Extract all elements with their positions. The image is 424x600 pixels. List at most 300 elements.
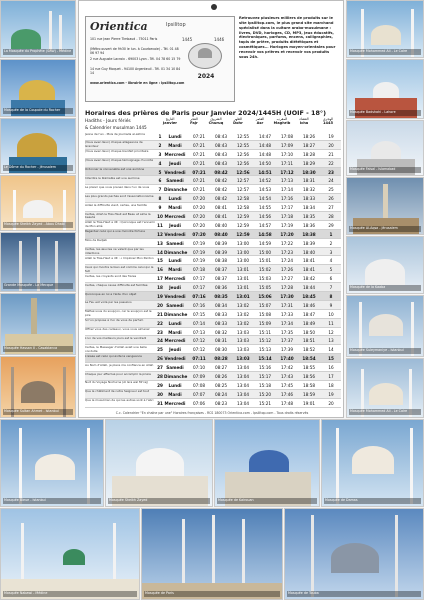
time-maghrib: 17:31 — [280, 302, 294, 308]
time-dohr: 12:59 — [236, 214, 250, 220]
table-row — [85, 292, 341, 301]
day-number: 13 — [157, 240, 163, 246]
day-name: Jeudi — [169, 160, 181, 166]
time-dohr: 13:01 — [236, 285, 250, 291]
time-fajr: 07:18 — [192, 267, 206, 273]
address-line: 101 rue Jean Pierre Timbaud - 75011 Paris — [90, 37, 158, 41]
time-dohr: 13:00 — [236, 240, 250, 246]
calendar-year: 2024 — [197, 73, 215, 80]
time-asr: 15:00 — [258, 249, 272, 255]
time-maghrib: 17:24 — [280, 258, 294, 264]
column-header — [315, 117, 341, 125]
hijri-day: 26 — [328, 196, 334, 202]
time-maghrib: 17:28 — [280, 285, 294, 291]
time-shuruq: 08:26 — [214, 374, 228, 380]
time-fajr: 07:19 — [192, 258, 206, 264]
prayer-table — [85, 132, 341, 408]
website-line: www.orientica.com - librairie en ligne : Ipsilitop.com — [90, 81, 185, 85]
column-header — [227, 117, 249, 125]
photo-mosque-ali — [346, 358, 424, 418]
day-number: 20 — [157, 302, 163, 308]
time-dohr: 13:02 — [236, 311, 250, 317]
day-number: 11 — [157, 222, 163, 228]
time-dohr: 13:03 — [236, 356, 250, 362]
hijri-day: 19 — [328, 391, 334, 397]
hadith-text: Offrez vous des cadeaux, vous vous aimerez — [85, 328, 150, 332]
time-icha: 18:51 — [302, 338, 316, 344]
time-dohr: 13:00 — [236, 258, 250, 264]
table-row — [85, 381, 341, 390]
table-row — [85, 328, 341, 337]
photo-caption: Mosquée Hassan II - Casablanca — [3, 346, 73, 352]
day-name: Jeudi — [169, 222, 181, 228]
time-shuruq: 08:30 — [214, 347, 228, 353]
time-shuruq: 08:34 — [214, 302, 228, 308]
time-icha: 18:56 — [302, 374, 316, 380]
column-header-label: Fajr — [190, 121, 198, 126]
day-name: Jeudi — [169, 285, 181, 291]
time-icha: 18:40 — [302, 249, 316, 255]
time-asr: 14:48 — [258, 142, 272, 148]
hijri-day: 4 — [329, 258, 333, 264]
day-number: 5 — [158, 169, 162, 175]
time-maghrib: 17:20 — [280, 231, 294, 237]
hijri-day: 8 — [329, 294, 333, 300]
table-row — [85, 185, 341, 194]
column-header-arabic: العشاء — [299, 117, 309, 121]
hijri-day: 3 — [329, 249, 333, 255]
day-number: 12 — [157, 231, 163, 237]
day-number: 7 — [158, 187, 162, 193]
time-shuruq: 08:39 — [214, 249, 228, 255]
hijri-day: 2 — [329, 240, 333, 246]
time-shuruq: 08:41 — [214, 205, 228, 211]
time-dohr: 13:03 — [236, 338, 250, 344]
table-row — [85, 203, 341, 212]
column-header — [293, 117, 315, 125]
hadith-text: Jeûne de l'an - Mois de Joumada al-akhira — [85, 132, 145, 136]
time-maghrib: 17:40 — [280, 356, 294, 362]
time-fajr: 07:12 — [192, 338, 206, 344]
time-dohr: 12:56 — [236, 160, 250, 166]
hijri-day: 20 — [328, 142, 334, 148]
time-icha: 18:28 — [302, 151, 316, 157]
time-fajr: 07:21 — [192, 178, 206, 184]
time-dohr: 13:03 — [236, 329, 250, 335]
hadith-text: Mois de Radjab — [85, 239, 107, 243]
time-dohr: 13:04 — [236, 374, 250, 380]
time-shuruq: 08:23 — [214, 400, 228, 406]
column-header-arabic: الشروق — [210, 117, 222, 121]
hadith-text: Nuit du Voyage Nocturne (Al Isra wal Mi'raj) — [85, 381, 149, 385]
column-header — [183, 117, 205, 125]
column-header-arabic: الهجري — [322, 117, 334, 121]
time-maghrib: 17:45 — [280, 382, 294, 388]
table-header — [157, 117, 341, 131]
time-fajr: 07:15 — [192, 311, 206, 317]
photo-caption: Mosquée de la Coupole du Rocher — [3, 108, 73, 114]
time-icha: 18:54 — [302, 356, 316, 362]
time-fajr: 07:20 — [192, 231, 206, 237]
day-number: 3 — [158, 151, 162, 157]
photo-mosque-badshahi — [346, 59, 424, 119]
time-maghrib: 17:14 — [280, 187, 294, 193]
time-maghrib: 17:35 — [280, 329, 294, 335]
time-dohr: 13:01 — [236, 276, 250, 282]
photo-mosque-touba — [284, 508, 424, 600]
time-icha: 18:29 — [302, 160, 316, 166]
table-row — [85, 256, 341, 265]
hadith-text: Regardez celui qui a une moindre fortune — [85, 230, 146, 234]
table-row — [85, 345, 341, 354]
hadith-text: Interdire le blâmable est une aumône — [85, 176, 140, 180]
hijri-day: 15 — [328, 356, 334, 362]
photo-caption: Mosquée Sheikh Zayed — [108, 498, 210, 504]
time-shuruq: 08:43 — [214, 142, 228, 148]
time-asr: 15:07 — [258, 302, 272, 308]
time-dohr: 13:03 — [236, 347, 250, 353]
subtitle-calendar: & Calendrier musulman 1445 — [85, 125, 147, 130]
column-header-label: Dohr — [233, 121, 243, 126]
time-icha: 18:52 — [302, 347, 316, 353]
time-asr: 15:17 — [258, 374, 272, 380]
table-row — [85, 221, 341, 230]
hijri-day: 29 — [328, 222, 334, 228]
day-name: Mercredi — [164, 400, 186, 406]
day-name: Mardi — [168, 267, 182, 273]
time-asr: 15:01 — [258, 258, 272, 264]
time-asr: 14:50 — [258, 160, 272, 166]
time-maghrib: 17:16 — [280, 196, 294, 202]
hadith-text: Certes, chaque cause difficulté est facilitée — [85, 283, 148, 287]
time-icha: 18:39 — [302, 240, 316, 246]
day-number: 4 — [158, 160, 162, 166]
day-name: Vendredi — [164, 356, 186, 362]
day-number: 31 — [157, 400, 163, 406]
hijri-day: 27 — [328, 205, 334, 211]
time-maghrib: 17:39 — [280, 347, 294, 353]
day-name: Mercredi — [164, 214, 186, 220]
hadith-text: Ordonner le convenable est une aumône — [85, 168, 145, 172]
time-icha: 18:34 — [302, 205, 316, 211]
time-asr: 15:20 — [258, 391, 272, 397]
hijri-day: 5 — [329, 267, 333, 273]
photo-caption: La Mosquée du Prophète (SAW) - Médine — [4, 49, 72, 54]
time-asr: 14:54 — [258, 196, 272, 202]
hijri-day: 11 — [328, 320, 334, 326]
hadith-text: Aidez le difficulté vient, certes, une facilité — [85, 203, 147, 207]
time-shuruq: 08:28 — [214, 356, 228, 362]
time-maghrib: 17:30 — [280, 294, 294, 300]
time-icha: 18:33 — [302, 196, 316, 202]
hadith-text: (Vous avez deux) chaque témoignage d'unicité — [85, 159, 154, 163]
photo-mosque-dome — [0, 118, 76, 174]
time-dohr: 13:00 — [236, 249, 250, 255]
footer-text: C.c. Calendrier "En chaîne par une" Horaires françaises - RCS 180073 Orientica.com - Ipsilitop.com - Tous droits réservés — [115, 411, 309, 415]
day-name: Lundi — [168, 320, 182, 326]
time-fajr: 07:21 — [192, 187, 206, 193]
time-asr: 15:16 — [258, 365, 272, 371]
time-icha: 18:41 — [302, 267, 316, 273]
time-dohr: 12:58 — [236, 205, 250, 211]
table-row — [85, 150, 341, 159]
table-row — [85, 265, 341, 274]
brand-logo: Orientica — [90, 20, 148, 33]
hadith-text: Si l'on propose à l'un de vous de parfum — [85, 319, 144, 323]
time-icha: 18:30 — [302, 169, 316, 175]
time-icha: 18:45 — [302, 294, 316, 300]
time-shuruq: 08:38 — [214, 258, 228, 264]
day-name: Dimanche — [164, 249, 188, 255]
time-asr: 15:12 — [258, 338, 272, 344]
day-name: Dimanche — [164, 374, 188, 380]
photo-caption: Mosquée Sultan Ahmet - Istanbul — [3, 409, 73, 415]
day-name: Mardi — [168, 329, 182, 335]
hadith-text: Certes, Allah le Très-Haut est Beau et aime la beauté — [85, 212, 151, 220]
column-header-arabic: المغرب — [276, 117, 288, 121]
photo-mosque-medina — [0, 0, 76, 58]
time-dohr: 12:59 — [236, 231, 250, 237]
time-icha: 18:44 — [302, 285, 316, 291]
photo-mosque-paris — [141, 508, 283, 600]
day-name: Mercredi — [164, 151, 186, 157]
table-row — [85, 141, 341, 150]
table-row — [85, 399, 341, 408]
table-row — [85, 283, 341, 292]
time-dohr: 13:02 — [236, 302, 250, 308]
time-maghrib: 17:34 — [280, 320, 294, 326]
time-shuruq: 08:32 — [214, 329, 228, 335]
column-header-label: Maghrib — [273, 121, 291, 126]
time-fajr: 07:12 — [192, 347, 206, 353]
time-icha: 18:42 — [302, 276, 316, 282]
time-dohr: 13:04 — [236, 391, 250, 397]
photo-mosque-kairouan — [214, 419, 320, 507]
time-shuruq: 08:35 — [214, 294, 228, 300]
day-name: Dimanche — [164, 187, 188, 193]
photo-mosque-mecca — [0, 232, 76, 292]
hijri-day: 23 — [328, 169, 334, 175]
time-fajr: 07:07 — [192, 391, 206, 397]
time-fajr: 07:10 — [192, 365, 206, 371]
time-shuruq: 08:42 — [214, 169, 228, 175]
promo-text: Retrouvez plusieurs milliers de produits sur le site Ipsilitop.com, le plus grand site marchand spécialisé dans la culture arabo-musulmane : livres, DVD, horloges, CD, MP3, jeux éducatifs, électroniques, parfums, encens, calligraphies, tapis de prière, produits diététiques et cosmétiques... Horloges moyen-orientales pour recevoir vos prières et recevoir vos produits sous 24h. — [239, 16, 336, 59]
table-row — [85, 159, 341, 168]
time-maghrib: 17:42 — [280, 365, 294, 371]
day-name: Lundi — [168, 382, 182, 388]
time-shuruq: 08:42 — [214, 196, 228, 202]
time-asr: 14:48 — [258, 151, 272, 157]
hadith-text: Chaque jour effectué pour accomplir la prière — [85, 372, 151, 376]
time-shuruq: 08:33 — [214, 320, 228, 326]
time-asr: 14:53 — [258, 187, 272, 193]
column-header-label: Icha — [299, 121, 309, 126]
time-dohr: 13:04 — [236, 382, 250, 388]
time-fajr: 07:19 — [192, 249, 206, 255]
day-number: 15 — [157, 258, 163, 264]
table-row — [85, 354, 341, 363]
day-number: 22 — [157, 320, 163, 326]
hijri-year-left: 1445 — [182, 37, 193, 42]
time-asr: 15:05 — [258, 285, 272, 291]
hijri-day: 28 — [328, 214, 334, 220]
hanging-hole — [211, 4, 217, 10]
time-icha: 18:58 — [302, 382, 316, 388]
day-name: Dimanche — [164, 311, 188, 317]
hadith-text: (Vous avez deux) chaque allégeance de Grandeur — [85, 141, 143, 149]
day-number: 29 — [157, 382, 163, 388]
hijri-day: 13 — [328, 338, 334, 344]
day-name: Mercredi — [164, 276, 186, 282]
day-number: 2 — [158, 142, 162, 148]
table-row — [85, 301, 341, 310]
photo-caption: Mosquée Mohammed Ali - Le Caire — [349, 49, 421, 55]
time-asr: 15:18 — [258, 382, 272, 388]
time-asr: 14:52 — [258, 178, 272, 184]
table-row — [85, 363, 341, 372]
time-fajr: 07:20 — [192, 205, 206, 211]
time-maghrib: 17:10 — [280, 151, 294, 157]
hijri-day: 1 — [329, 231, 333, 237]
photo-caption: Mosquée Faisal - Islamabad — [349, 167, 421, 173]
time-maghrib: 17:26 — [280, 267, 294, 273]
day-number: 6 — [158, 178, 162, 184]
hijri-day: 9 — [329, 302, 333, 308]
time-asr: 14:55 — [258, 205, 272, 211]
photo-caption: Mosquée de Kairouan — [217, 498, 317, 504]
table-row — [85, 390, 341, 399]
time-dohr: 13:01 — [236, 294, 250, 300]
time-shuruq: 08:33 — [214, 311, 228, 317]
time-maghrib: 17:43 — [280, 374, 294, 380]
day-number: 28 — [157, 374, 163, 380]
table-row — [85, 168, 341, 177]
day-number: 8 — [158, 196, 162, 202]
photo-mosque-aqsa — [346, 177, 424, 235]
brand-sub: Ipsilitop — [166, 22, 186, 28]
hadith-text: Le Feu est voilé par les passions — [85, 301, 132, 305]
photo-caption: Mosquée Mohammed Ali - Le Caire — [349, 409, 421, 415]
photo-caption: Mosquée de Touba — [287, 591, 421, 597]
time-shuruq: 08:36 — [214, 285, 228, 291]
calendar-sheet — [78, 0, 344, 418]
time-fajr: 07:08 — [192, 382, 206, 388]
table-row — [85, 212, 341, 221]
time-asr: 15:21 — [258, 400, 272, 406]
column-header-arabic: التاريخ — [165, 117, 175, 121]
hadith-text: Méfiez-vous du soupçon, car le soupçon est le pire — [85, 310, 152, 318]
time-maghrib: 17:11 — [280, 160, 294, 166]
time-maghrib: 17:48 — [280, 400, 294, 406]
time-fajr: 07:17 — [192, 285, 206, 291]
hijri-day: 25 — [328, 187, 334, 193]
day-number: 30 — [157, 391, 163, 397]
table-row — [85, 372, 341, 381]
time-maghrib: 17:09 — [280, 142, 294, 148]
day-name: Samedi — [166, 178, 184, 184]
photo-caption: Le Dôme du Rocher - Jérusalem — [3, 165, 73, 171]
time-dohr: 12:57 — [236, 178, 250, 184]
day-name: Lundi — [168, 258, 182, 264]
day-name: Samedi — [166, 240, 184, 246]
time-dohr: 12:59 — [236, 222, 250, 228]
time-dohr: 12:55 — [236, 142, 250, 148]
subtitle-hadiths: Hadiths - Jours fériés — [85, 119, 131, 124]
hijri-day: 17 — [328, 374, 334, 380]
time-fajr: 07:17 — [192, 276, 206, 282]
day-name: Lundi — [168, 134, 182, 139]
time-fajr: 07:19 — [192, 240, 206, 246]
hadith-text: Que le châtiment de notre Seigneur est tout — [85, 390, 150, 394]
time-shuruq: 08:43 — [214, 151, 228, 157]
time-icha: 18:50 — [302, 329, 316, 335]
time-fajr: 07:21 — [192, 169, 206, 175]
hadith-text: Certes, le Messager d'Allah avait une belle conduite — [85, 345, 147, 353]
time-fajr: 07:21 — [192, 151, 206, 157]
hadith-text: Les plus grands péchés sont l'associationnisme — [85, 194, 154, 198]
time-dohr: 12:56 — [236, 151, 250, 157]
time-shuruq: 08:31 — [214, 338, 228, 344]
time-icha: 18:59 — [302, 391, 316, 397]
day-name: Jeudi — [169, 347, 181, 353]
hadith-text: Allah le Très-Haut a dit : Quiconque est l'ennemi de Mon allié — [85, 221, 155, 229]
column-header-label: Asr — [256, 121, 264, 126]
time-icha: 18:41 — [302, 258, 316, 264]
day-name: Lundi — [168, 196, 182, 202]
photo-caption: Mosquée de Damas — [324, 498, 421, 504]
time-shuruq: 08:41 — [214, 214, 228, 220]
time-dohr: 13:04 — [236, 365, 250, 371]
hijri-day: 19 — [328, 134, 334, 139]
time-shuruq: 08:40 — [214, 222, 228, 228]
column-header-label: 1445 — [322, 121, 333, 126]
hijri-day: 20 — [328, 400, 334, 406]
time-dohr: 13:02 — [236, 320, 250, 326]
time-asr: 15:11 — [258, 329, 272, 335]
time-asr: 14:56 — [258, 214, 272, 220]
time-asr: 15:14 — [258, 356, 272, 362]
time-dohr: 13:01 — [236, 267, 250, 273]
table-row — [85, 319, 341, 328]
day-name: Samedi — [166, 365, 184, 371]
photo-caption: Mosquée de la Kaaba — [349, 285, 421, 291]
time-dohr: 12:55 — [236, 134, 250, 139]
day-number: 1 — [158, 134, 162, 139]
time-dohr: 12:58 — [236, 196, 250, 202]
time-fajr: 07:21 — [192, 142, 206, 148]
day-number: 25 — [157, 347, 163, 353]
time-fajr: 07:14 — [192, 320, 206, 326]
day-name: Mercredi — [164, 338, 186, 344]
day-number: 19 — [157, 294, 163, 300]
time-fajr: 07:16 — [192, 302, 206, 308]
hadith-text: Le plaisir que vous prenez dans l'un de vous — [85, 185, 150, 189]
time-fajr: 07:20 — [192, 222, 206, 228]
time-shuruq: 08:40 — [214, 231, 228, 237]
time-fajr: 07:06 — [192, 400, 206, 406]
time-shuruq: 08:42 — [214, 178, 228, 184]
column-header — [205, 117, 227, 125]
time-shuruq: 08:27 — [214, 365, 228, 371]
time-fajr: 07:21 — [192, 160, 206, 166]
time-icha: 18:27 — [302, 142, 316, 148]
time-shuruq: 08:43 — [214, 134, 228, 139]
time-fajr: 07:11 — [192, 356, 206, 362]
mosque-emblem-icon — [188, 43, 222, 69]
day-number: 26 — [157, 356, 163, 362]
day-number: 17 — [157, 276, 163, 282]
time-fajr: 07:21 — [192, 134, 206, 139]
